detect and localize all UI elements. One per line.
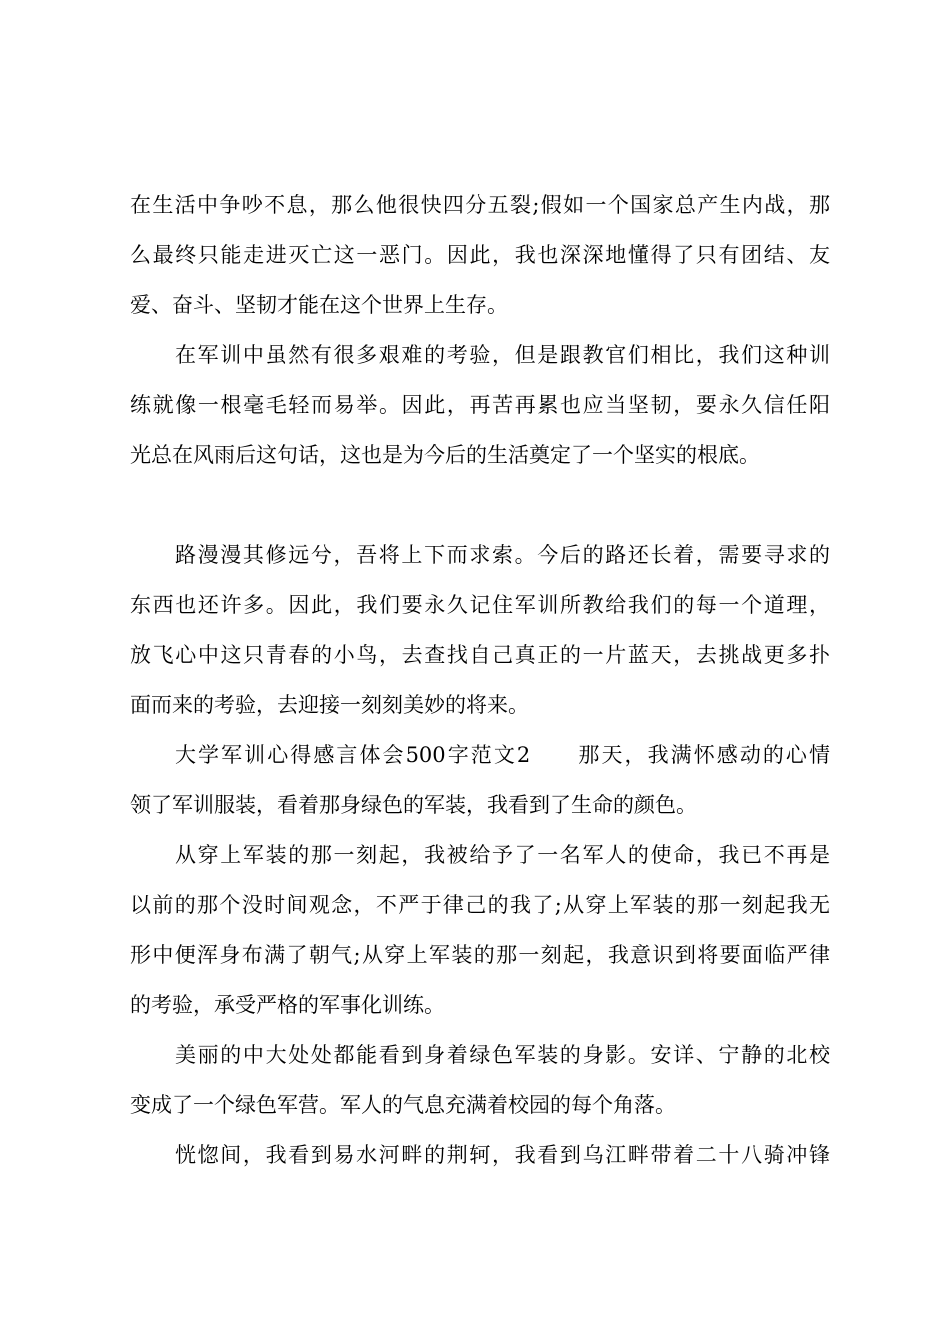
text-line: 么最终只能走进灭亡这一恶门。因此，我也深深地懂得了只有团结、友 (130, 243, 830, 267)
text-line: 大学军训心得感言体会500字范文2 那天，我满怀感动的心情 (175, 743, 830, 767)
text-line: 放飞心中这只青春的小鸟，去查找自己真正的一片蓝天，去挑战更多扑 (130, 643, 830, 667)
text-line: 恍惚间，我看到易水河畔的荆轲，我看到乌江畔带着二十八骑冲锋 (175, 1143, 830, 1167)
text-line: 领了军训服装，看着那身绿色的军装，我看到了生命的颜色。 (130, 793, 697, 817)
text-line: 在军训中虽然有很多艰难的考验，但是跟教官们相比，我们这种训 (175, 343, 830, 367)
text-line: 练就像一根毫毛轻而易举。因此，再苦再累也应当坚韧，要永久信任阳 (130, 393, 830, 417)
text-line: 美丽的中大处处都能看到身着绿色军装的身影。安详、宁静的北校 (175, 1043, 830, 1067)
text-line: 爱、奋斗、坚韧才能在这个世界上生存。 (130, 293, 508, 317)
text-line: 路漫漫其修远兮，吾将上下而求索。今后的路还长着，需要寻求的 (175, 543, 830, 567)
text-line: 形中便浑身布满了朝气;从穿上军装的那一刻起，我意识到将要面临严律 (130, 943, 830, 967)
text-line: 从穿上军装的那一刻起，我被给予了一名军人的使命，我已不再是 (175, 843, 830, 867)
text-line: 变成了一个绿色军营。军人的气息充满着校园的每个角落。 (130, 1093, 676, 1117)
text-line: 面而来的考验，去迎接一刻刻美妙的将来。 (130, 693, 529, 717)
text-line: 东西也还许多。因此，我们要永久记住军训所教给我们的每一个道理， (130, 593, 830, 617)
text-line: 的考验，承受严格的军事化训练。 (130, 993, 445, 1017)
text-line: 以前的那个没时间观念，不严于律己的我了;从穿上军装的那一刻起我无 (130, 893, 830, 917)
text-line: 光总在风雨后这句话，这也是为今后的生活奠定了一个坚实的根底。 (130, 443, 760, 467)
text-line: 在生活中争吵不息，那么他很快四分五裂;假如一个国家总产生内战，那 (130, 193, 830, 217)
